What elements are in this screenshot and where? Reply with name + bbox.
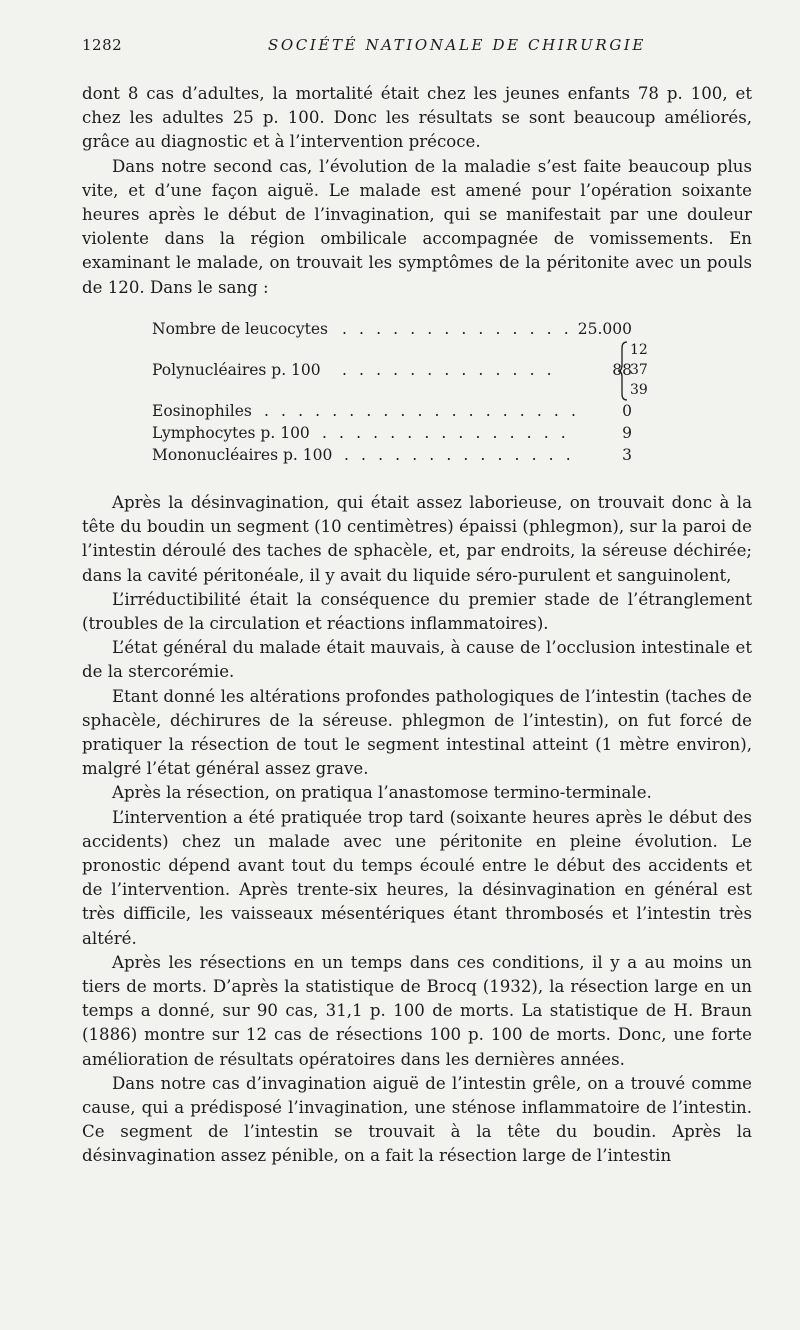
dot-leader: . . . . . . . . . . . . . . [344,446,575,464]
paragraph: L’irréductibilité était la conséquence du premier stade de l’étranglement (troubles de la circulation et réactions inflammatoires). [82,589,752,634]
dot-leader: . . . . . . . . . . . . . [342,361,556,379]
dot-leader: . . . . . . . . . . . . . . . . . . . [264,402,580,420]
table-row-label: Nombre de leucocytes [152,320,328,338]
text-block-bottom [82,491,752,1169]
paragraph: Etant donné les altérations profondes pathologiques de l’intestin (taches de sphacèle, déchirures de la séreuse. phlegmon de l’intestin), on fut forcé de pratiquer la résection de tout le segment intestinal atteint (1 mètre environ), malgré l’état général assez grave. [82,686,752,779]
running-title: SOCIÉTÉ NATIONALE DE CHIRURGIE [268,36,646,54]
brace-value: 12 [630,342,648,358]
table-row [152,424,692,446]
paragraph: Dans notre second cas, l’évolution de la maladie s’est faite beaucoup plus vite, et d’une façon aiguë. Le malade est amené pour l’opération soixante heures après le début de l’invagination, qui se manifestait par une douleur violente dans la région ombilicale accompagnée de vomissements. En examinant le malade, on trouvait les symptômes de la péritonite avec un pouls de 120. Dans le sang : [82,156,752,297]
page-header [82,36,752,60]
table-row-value: 9 [622,424,632,442]
table-row-label: Eosinophiles [152,402,252,420]
table-row-value: 88 [612,361,632,379]
paragraph: Dans notre cas d’invagination aiguë de l’intestin grêle, on a trouvé comme cause, qui a prédisposé l’invagination, une sténose inflammatoire de l’intestin. Ce segment de l’intestin se trouvait à la tête du boudin. Après la désinvagination assez pénible, on a fait la résection large de l’intestin [82,1073,752,1166]
paragraph: Après les résections en un temps dans ces conditions, il y a au moins un tiers de morts. D’après la statistique de Brocq (1932), la résection large en un temps a donné, sur 90 cas, 31,1 p. 100 de morts. La statistique de H. Braun (1886) montre sur 12 cas de résections 100 p. 100 de morts. Donc, une forte amélioration de résultats opératoires dans les dernières années. [82,952,752,1069]
dot-leader: . . . . . . . . . . . . . . . [322,424,570,442]
table-row-label: Lymphocytes p. 100 [152,424,310,442]
text-block-top [82,82,752,300]
brace-value: 39 [630,382,648,398]
paragraph: dont 8 cas d’adultes, la mortalité était chez les jeunes enfants 78 p. 100, et chez les adultes 25 p. 100. Donc les résultats se sont beaucoup améliorés, grâce au diagnostic et à l’intervention précoce. [82,84,752,152]
page-number: 1282 [82,36,123,54]
table-row [152,402,692,424]
table-row [152,320,692,342]
table-row-value: 3 [622,446,632,464]
table-row-value: 0 [622,402,632,420]
table-row-label: Mononucléaires p. 100 [152,446,333,464]
polynuclear-breakdown [616,340,676,402]
paragraph: Après la résection, on pratiqua l’anastomose termino-terminale. [112,783,652,803]
brace-icon [616,340,630,402]
paragraph: Après la désinvagination, qui était assez laborieuse, on trouvait donc à la tête du boudin un segment (10 centimètres) épaissi (phlegmon), sur la paroi de l’intestin déroulé des taches de sphacèle, et, par endroits, la séreuse déchirée; dans la cavité péritonéale, il y avait du liquide séro-purulent et sanguinolent, [82,493,752,585]
table-row-value: 25.000 [577,320,632,338]
dot-leader: . . . . . . . . . . . . . . [342,320,573,338]
paragraph: L’intervention a été pratiquée trop tard (soixante heures après le début des accidents) chez un malade avec une péritonite en pleine évolution. Le pronostic dépend avant tout du temps écoulé entre le début des accidents et de l’intervention. Après trente-six heures, la désinvagination en général est très difficile, les vaisseaux mésentériques étant thrombosés et l’intestin très altéré. [82,807,752,948]
table-row [152,361,692,383]
paragraph: L’état général du malade était mauvais, à cause de l’occlusion intestinale et de la stercorémie. [82,638,752,682]
table-row [152,446,692,468]
table-row-label: Polynucléaires p. 100 [152,361,321,379]
brace-value: 37 [630,362,648,378]
